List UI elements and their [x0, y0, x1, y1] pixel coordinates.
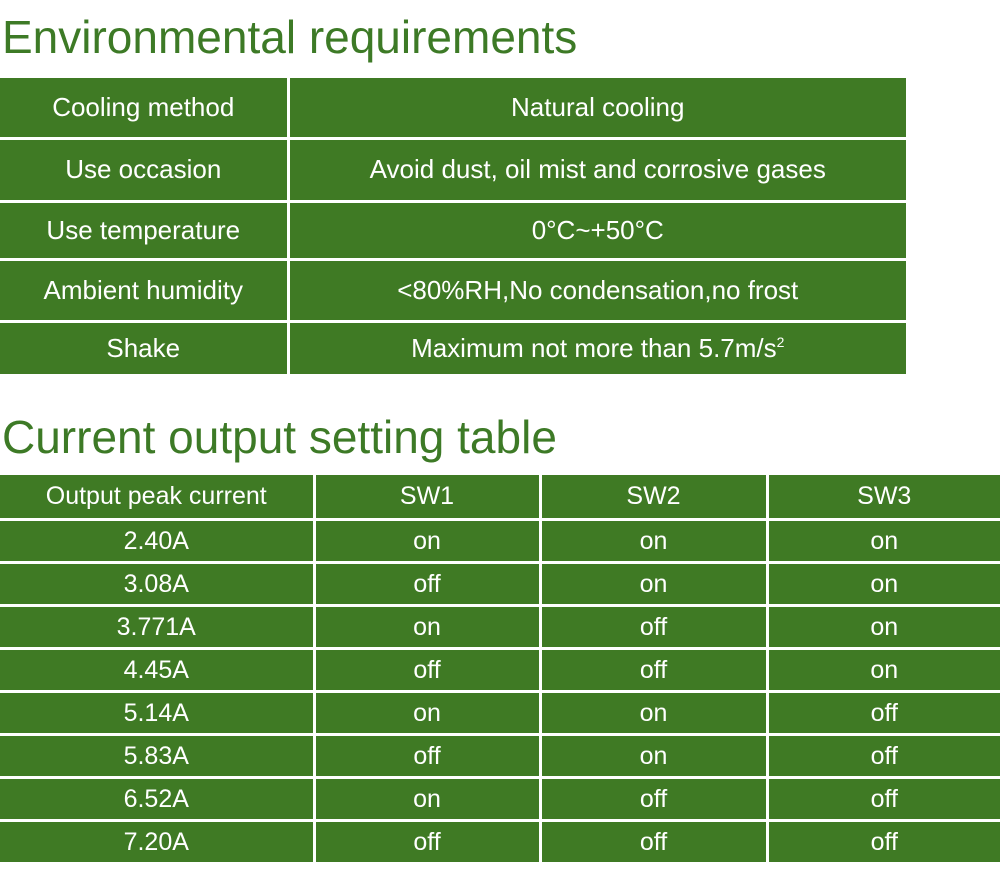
current-cell: 6.52A: [0, 778, 314, 821]
sw2-cell: off: [540, 778, 767, 821]
row-value: <80%RH,No condensation,no frost: [288, 259, 906, 321]
current-cell: 4.45A: [0, 649, 314, 692]
header-sw1: SW1: [314, 475, 540, 520]
sw1-cell: off: [314, 649, 540, 692]
table-row: [0, 201, 906, 259]
sw2-cell: off: [540, 821, 767, 863]
sw3-cell: off: [767, 821, 1000, 863]
header-sw3: SW3: [767, 475, 1000, 520]
sw1-cell: on: [314, 606, 540, 649]
environmental-requirements-table: [0, 78, 906, 374]
header-output-peak-current: Output peak current: [0, 475, 314, 520]
current-cell: 3.08A: [0, 563, 314, 606]
table-row: [0, 520, 1000, 563]
sw3-cell: on: [767, 649, 1000, 692]
sw2-cell: on: [540, 563, 767, 606]
table-row: [0, 259, 906, 321]
sw3-cell: on: [767, 520, 1000, 563]
table-row: [0, 692, 1000, 735]
table-row: [0, 649, 1000, 692]
table-row: [0, 606, 1000, 649]
sw2-cell: off: [540, 649, 767, 692]
current-cell: 2.40A: [0, 520, 314, 563]
table-row: [0, 563, 1000, 606]
table-row: [0, 138, 906, 201]
current-cell: 5.14A: [0, 692, 314, 735]
table-row: [0, 321, 906, 374]
sw1-cell: off: [314, 563, 540, 606]
current-cell: 5.83A: [0, 735, 314, 778]
sw1-cell: on: [314, 692, 540, 735]
row-value: Avoid dust, oil mist and corrosive gases: [288, 138, 906, 201]
row-label: Shake: [0, 321, 288, 374]
row-label: Use temperature: [0, 201, 288, 259]
shake-value-text: Maximum not more than 5.7m/s: [411, 332, 777, 363]
sw3-cell: off: [767, 778, 1000, 821]
sw2-cell: off: [540, 606, 767, 649]
row-value: 0°C~+50°C: [288, 201, 906, 259]
sw1-cell: on: [314, 520, 540, 563]
row-value: [288, 321, 906, 374]
row-label: Cooling method: [0, 78, 288, 138]
current-cell: 7.20A: [0, 821, 314, 863]
sw2-cell: on: [540, 692, 767, 735]
sw1-cell: off: [314, 735, 540, 778]
sw3-cell: off: [767, 735, 1000, 778]
row-value: Natural cooling: [288, 78, 906, 138]
environmental-requirements-heading: Environmental requirements: [2, 11, 578, 63]
exponent: 2: [776, 333, 785, 350]
row-label: Use occasion: [0, 138, 288, 201]
current-output-setting-table: [0, 475, 1000, 862]
row-label: Ambient humidity: [0, 259, 288, 321]
current-cell: 3.771A: [0, 606, 314, 649]
table-row: [0, 778, 1000, 821]
sw3-cell: off: [767, 692, 1000, 735]
table-row: [0, 78, 906, 138]
table-header-row: [0, 475, 1000, 520]
header-sw2: SW2: [540, 475, 767, 520]
sw2-cell: on: [540, 520, 767, 563]
table-row: [0, 821, 1000, 863]
sw1-cell: on: [314, 778, 540, 821]
sw3-cell: on: [767, 606, 1000, 649]
sw1-cell: off: [314, 821, 540, 863]
sw3-cell: on: [767, 563, 1000, 606]
sw2-cell: on: [540, 735, 767, 778]
table-row: [0, 735, 1000, 778]
current-output-setting-heading: Current output setting table: [2, 411, 557, 463]
